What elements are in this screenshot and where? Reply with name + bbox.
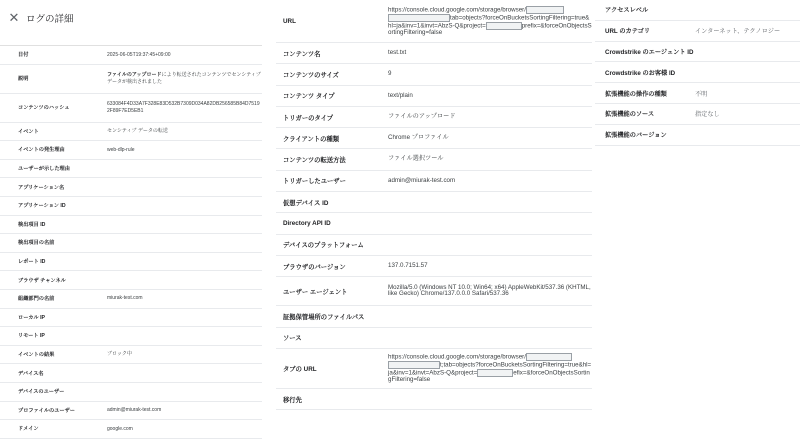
- row-label: URL のカテゴリ: [605, 28, 651, 36]
- row-label: デバイスのプラットフォーム: [283, 242, 364, 250]
- row-label: 検出項目の名前: [18, 240, 55, 247]
- detail-row: [276, 86, 592, 107]
- row-value: Chrome プロファイル: [388, 134, 449, 142]
- row-value: ブロック中: [107, 351, 132, 358]
- row-label: 説明: [18, 76, 29, 83]
- detail-row: [276, 149, 592, 170]
- detail-list: [276, 43, 592, 349]
- detail-row: [276, 235, 592, 256]
- detail-row: [0, 234, 262, 253]
- row-value: 2025-06-05T19:37:45+09:00: [107, 51, 171, 58]
- row-label: Crowdstrike のお客様 ID: [605, 69, 676, 77]
- row-label: プロファイルのユーザー: [18, 407, 75, 414]
- detail-row: [0, 290, 262, 309]
- row-value: web-dlp-rule: [107, 146, 135, 153]
- row-value: [107, 72, 262, 85]
- row-label: コンテンツの転送方法: [283, 157, 346, 165]
- redacted-block: [388, 361, 440, 369]
- row-label: ブラウザのバージョン: [283, 263, 346, 271]
- detail-row: [0, 141, 262, 160]
- row-value: 9: [388, 70, 392, 78]
- row-label: コンテンツ タイプ: [283, 93, 335, 101]
- row-label: 拡張機能のバージョン: [605, 132, 667, 140]
- detail-row: [0, 253, 262, 272]
- detail-row: [595, 125, 800, 146]
- detail-row: [0, 160, 262, 179]
- row-label: ユーザーが示した理由: [18, 166, 70, 173]
- page-title: ログの詳細: [26, 14, 74, 25]
- row-value: test.txt: [388, 48, 407, 56]
- row-label: クライアントの種類: [283, 135, 340, 143]
- detail-row-url: [276, 0, 592, 43]
- row-value: text/plain: [388, 91, 413, 99]
- detail-row: [0, 271, 262, 290]
- row-label: 移行先: [283, 396, 302, 404]
- row-label: トリガーのタイプ: [283, 114, 333, 122]
- detail-row-tab-url: [276, 349, 592, 389]
- detail-row: [0, 94, 262, 123]
- row-value: Mozilla/5.0 (Windows NT 10.0; Win64; x64) AppleWebKit/537.36 (KHTML, like Gecko) Chrome/137.0.0.0 Safari/537.36: [388, 283, 591, 298]
- row-label: コンテンツ名: [283, 50, 321, 58]
- row-label: イベントの発生理由: [18, 147, 65, 154]
- detail-row: [595, 104, 800, 125]
- detail-row: [0, 65, 262, 94]
- detail-row: [0, 46, 262, 65]
- row-label: タブの URL: [283, 365, 317, 373]
- detail-row: [595, 0, 800, 21]
- row-value: https://console.cloud.google.com/storage/browser/ tab=objects?forceOnBucketsSortingFiltering=true&hl=ja&inv=1&invt=AbzS-Q&project= prefix=&forceOnObjectsSortingFiltering=false: [388, 6, 592, 36]
- detail-row: [276, 171, 592, 192]
- row-label: Directory API ID: [283, 220, 331, 228]
- redacted-block: [526, 6, 564, 14]
- row-label: アプリケーション ID: [18, 203, 66, 210]
- row-value: admin@miurak-test.com: [388, 176, 456, 184]
- row-label: デバイス名: [18, 370, 44, 377]
- row-label: 証拠保管場所のファイルパス: [283, 313, 365, 321]
- row-label: コンテンツのサイズ: [283, 71, 339, 79]
- redacted-block: [486, 22, 522, 30]
- row-label: Crowdstrike のエージェント ID: [605, 48, 694, 56]
- row-label: アプリケーション名: [18, 184, 65, 191]
- log-details-panel-right: [595, 0, 800, 425]
- detail-row: [595, 62, 800, 83]
- detail-row: [0, 197, 262, 216]
- row-value: ファイルのアップロード: [388, 112, 456, 120]
- row-label: イベントの結果: [18, 352, 55, 359]
- detail-list: [595, 0, 800, 146]
- detail-row: [276, 107, 592, 128]
- row-label: ブラウザ チャンネル: [18, 277, 66, 284]
- log-details-panel-middle: [276, 0, 592, 425]
- row-value: インターネット、テクノロジー: [695, 28, 781, 36]
- detail-row: [276, 213, 592, 234]
- row-value: miurak-test.com: [107, 295, 143, 302]
- row-value: 137.0.7151.57: [388, 261, 428, 269]
- detail-row: [0, 327, 262, 346]
- detail-row: [276, 256, 592, 277]
- row-label: 仮想デバイス ID: [283, 199, 329, 207]
- row-value: 633084F4D33A7F328E83D532B7309D034A82DB256585B84D75192F89F7ED5EB1: [107, 101, 260, 114]
- detail-row: [276, 64, 592, 85]
- detail-row: [0, 123, 262, 142]
- detail-row: [276, 328, 592, 349]
- detail-row: [0, 383, 262, 402]
- detail-row: [0, 216, 262, 235]
- detail-row: [276, 192, 592, 213]
- row-value: センシティブ データの転送: [107, 128, 168, 135]
- detail-row: [0, 364, 262, 383]
- row-value: google.com: [107, 425, 133, 432]
- redacted-block: [388, 14, 450, 22]
- row-label: イベント: [18, 128, 39, 135]
- row-label: 拡張機能の操作の種類: [605, 90, 667, 98]
- row-label: デバイスのユーザー: [18, 389, 65, 396]
- detail-row-destination: [276, 389, 592, 410]
- row-value: https://console.cloud.google.com/storage/browser/ t;tab=objects?forceOnBucketsSortingFiltering=true&hl=ja&inv=1&invt=AbzS-Q&project= efix=&forceOnObjectsSortingFiltering=false: [388, 353, 592, 384]
- row-label: アクセスレベル: [605, 7, 649, 15]
- row-label: 日付: [18, 52, 29, 59]
- row-value: 不明: [695, 90, 708, 98]
- row-label: ドメイン: [18, 426, 39, 433]
- row-value: 指定なし: [695, 111, 720, 119]
- row-label: 組織部門の名前: [18, 296, 55, 303]
- detail-row: [0, 402, 262, 421]
- row-value-emphasis: ファイルのアップロード: [107, 72, 162, 79]
- row-label: ユーザー エージェント: [283, 288, 348, 296]
- detail-row: [276, 277, 592, 306]
- detail-row: [276, 306, 592, 327]
- detail-row: [0, 178, 262, 197]
- detail-row: [595, 21, 800, 42]
- detail-row: [0, 309, 262, 328]
- panel-header: [0, 0, 262, 36]
- row-label: レポート ID: [18, 259, 46, 266]
- row-label: URL: [283, 17, 296, 25]
- redacted-block: [526, 353, 572, 361]
- row-label: 検出項目 ID: [18, 221, 46, 228]
- detail-row: [276, 43, 592, 64]
- detail-row: [276, 128, 592, 149]
- row-value: admin@miurak-test.com: [107, 407, 162, 414]
- detail-row: [0, 346, 262, 365]
- row-label: 拡張機能のソース: [605, 111, 655, 119]
- close-icon[interactable]: ✕: [8, 10, 20, 25]
- detail-row: [595, 83, 800, 104]
- log-details-panel-left: [0, 0, 262, 433]
- redacted-block: [477, 369, 513, 377]
- row-label: コンテンツのハッシュ: [18, 105, 70, 112]
- row-value: ファイル選択ツール: [388, 155, 444, 163]
- detail-row: [595, 42, 800, 63]
- row-label: リモート IP: [18, 333, 45, 340]
- row-label: ソース: [283, 335, 302, 343]
- detail-row: [0, 420, 262, 439]
- detail-list: [0, 45, 262, 439]
- row-label: ローカル IP: [18, 314, 45, 321]
- row-value-text: により転送されたコンテンツでセンシティブ データが検出されました: [107, 72, 261, 85]
- row-label: トリガーしたユーザー: [283, 178, 346, 186]
